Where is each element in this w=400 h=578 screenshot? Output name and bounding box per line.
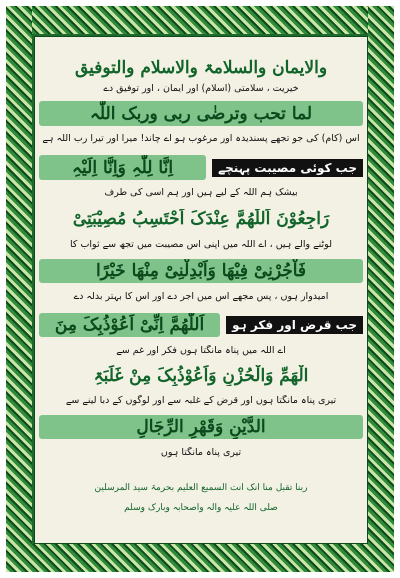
leaf-border-bottom — [6, 544, 394, 572]
arabic-line-5: فَاْجُرْنِیْ فِیْھَا وَاَبْدِلْنِیْ مِنْھَا خَیْرًا — [39, 259, 363, 283]
urdu-translation-8: تیری پناہ مانگتا ہوں — [160, 447, 242, 458]
arabic-line-3: اِنَّا لِلّٰہِ وَاِنَّا اِلَیْہِ — [39, 155, 206, 180]
closing-prayer-1: ربنا تقبل منا انک انت السمیع العلیم بحرمۃ سید المرسلین — [94, 483, 308, 493]
urdu-translation-2: اس (کام) کی جو تجھے پسندیدہ اور مرغوب ہو اے چاند! میرا اور تیرا رب اللہ ہے — [42, 133, 360, 144]
arabic-line-4: رَاجِعُوْنَ اَللّٰھُمَّ عِنْدَکَ اَحْتَسِبُ مُصِیْبَتِیْ — [72, 209, 330, 229]
arabic-line-6: اَللّٰھُمَّ اِنِّیْ اَعُوْذُبِکَ مِنَ — [39, 313, 220, 337]
urdu-translation-7: تیری پناہ مانگتا ہوں اور قرض کے غلبہ سے اور لوگوں کے دبا لینے سے — [65, 395, 337, 406]
calamity-section — [39, 155, 363, 180]
leaf-border-right — [368, 6, 394, 572]
arabic-line-1: والایمان والسلامۃ والاسلام والتوفیق — [74, 58, 328, 78]
urdu-translation-5: امیدوار ہوں ، پس مجھے اس میں اجر دے اور اس کا بہتر بدلہ دے — [73, 291, 329, 302]
arabic-line-8: الدَّیْنِ وَقَھْرِ الرِّجَالِ — [39, 415, 363, 439]
closing-prayer-2: صلی اللہ علیہ وآلہ واصحابہ وبارک وسلم — [124, 503, 278, 513]
debt-section — [39, 313, 363, 337]
calamity-heading: جب کوئی مصیبت پہنچے — [212, 159, 363, 177]
dua-panel — [34, 36, 368, 544]
urdu-translation-1: خیریت ، سلامتی (اسلام) اور ایمان ، اور توفیق دے — [103, 83, 299, 94]
urdu-translation-4: لوٹنے والے ہیں ، اے اللہ میں اپنی اس مصیبت میں تجھ سے ثواب کا — [70, 239, 332, 250]
arabic-line-2: لما تحب وترضٰی ربی وربک اللّٰہ — [39, 101, 363, 126]
arabic-line-7: الْھَمِّ وَالْحُزْنِ وَاَعُوْذُبِکَ مِنْ غَلَبَۃِ — [93, 366, 309, 386]
debt-heading: جب قرض اور فکر ہو — [226, 316, 363, 334]
urdu-translation-3: بیشک ہم اللہ کے لیے ہیں اور ہم اسی کی طرف — [104, 187, 298, 198]
leaf-border-left — [6, 6, 32, 572]
urdu-translation-6: اے اللہ میں پناہ مانگتا ہوں فکر اور غم سے — [116, 345, 286, 356]
leaf-border-top — [6, 6, 394, 34]
